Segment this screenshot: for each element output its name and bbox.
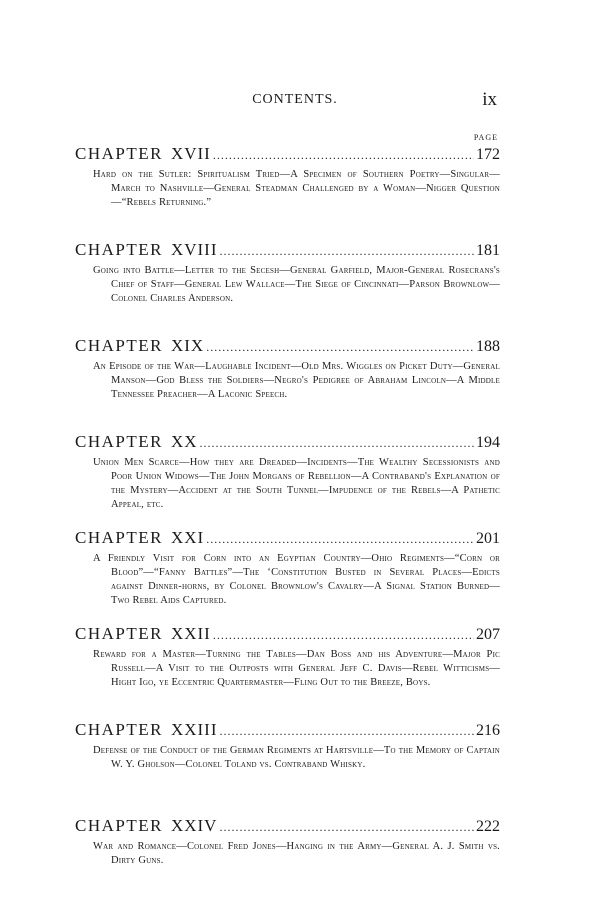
chapter-number: XXII [170, 624, 211, 643]
chapter-heading [75, 240, 500, 262]
dot-leader [206, 532, 474, 547]
dot-leader [200, 436, 474, 451]
chapter-summary: Going into Battle—Letter to the Secesh—General Garfield, Major-General Rosecrans's Chief of Staff—General Lew Wallace—The Siege of Cincinnati—Parson Brownlow—Colonel Charles Anderson. [93, 265, 500, 304]
chapter-label: CHAPTER [75, 720, 163, 739]
chapter-entry [75, 432, 500, 528]
chapter-page-number: 207 [476, 626, 500, 643]
page-number: ix [482, 89, 497, 110]
chapter-heading [75, 336, 500, 358]
chapter-summary: Reward for a Master—Turning the Tables—Dan Boss and his Adventure—Major Pic Russell—A Visit to the Outposts with General Jeff C. Davis—Rebel Witticisms—Hight Igo, ye Eccentric Quartermaster—Fling Out to the Breeze, Boys. [93, 649, 500, 688]
dot-leader [219, 820, 474, 835]
chapter-summary: War and Romance—Colonel Fred Jones—Hanging in the Army—General A. J. Smith vs. Dirty Guns. [93, 841, 500, 866]
chapter-summary: Union Men Scarce—How they are Dreaded—Incidents—The Wealthy Secessionists and Poor Union Widows—The John Morgans of Rebellion—A Contraband's Explanation of the Mystery—Accident at the South Tunnel—Impudence of the Rebels—A Pathetic Appeal, etc. [93, 457, 500, 510]
chapter-number: XXIV [170, 816, 218, 835]
chapter-entry [75, 816, 500, 912]
chapter-summary: An Episode of the War—Laughable Incident—Old Mrs. Wiggles on Picket Duty—General Manson—God Bless the Soldiers—Negro's Pedigree of Abraham Lincoln—A Middle Tennessee Preacher—A Laconic Speech. [93, 361, 500, 400]
running-head [0, 89, 590, 112]
chapter-number: XXIII [170, 720, 218, 739]
chapter-label: CHAPTER [75, 144, 163, 163]
running-title: CONTENTS. [252, 92, 338, 107]
chapter-label: CHAPTER [75, 624, 163, 643]
chapter-page-number: 194 [476, 434, 500, 451]
dot-leader [213, 148, 474, 163]
chapter-entry [75, 720, 500, 816]
chapter-summary: A Friendly Visit for Corn into an Egyptian Country—Ohio Regiments—“Corn or Blood”—“Fanny Battles”—The ‘Constitution Busted in Several Places—Edicts against Dinner-horns, by Colonel Brownlow's Cavalry—A Signal Station Burned—Two Rebel Aids Captured. [93, 553, 500, 606]
chapter-heading [75, 816, 500, 838]
chapter-page-number: 188 [476, 338, 500, 355]
chapter-heading [75, 528, 500, 550]
chapter-page-number: 181 [476, 242, 500, 259]
chapter-label: CHAPTER [75, 816, 163, 835]
chapter-page-number: 216 [476, 722, 500, 739]
chapter-heading [75, 144, 500, 166]
chapter-label: CHAPTER [75, 336, 163, 355]
chapter-number: XXI [170, 528, 205, 547]
chapter-number: XVII [170, 144, 211, 163]
dot-leader [220, 244, 474, 259]
chapter-label: CHAPTER [75, 528, 163, 547]
chapter-page-number: 172 [476, 146, 500, 163]
dot-leader [213, 628, 474, 643]
dot-leader [220, 724, 474, 739]
chapter-heading [75, 432, 500, 454]
chapter-entry [75, 144, 500, 240]
chapter-heading [75, 720, 500, 742]
chapter-entry [75, 528, 500, 624]
chapter-label: CHAPTER [75, 432, 163, 451]
contents-list [75, 144, 500, 912]
chapter-page-number: 222 [476, 818, 500, 835]
page-column-label: PAGE [473, 133, 498, 142]
chapter-summary: Hard on the Sutler: Spiritualism Tried—A Specimen of Southern Poetry—Singular—March to Nashville—General Steadman Challenged by a Woman—Nigger Question—“Rebels Returning.” [93, 169, 500, 208]
chapter-heading [75, 624, 500, 646]
chapter-page-number: 201 [476, 530, 500, 547]
chapter-entry [75, 240, 500, 336]
chapter-entry [75, 624, 500, 720]
chapter-number: XVIII [170, 240, 218, 259]
chapter-entry [75, 336, 500, 432]
chapter-number: XIX [170, 336, 205, 355]
chapter-number: XX [170, 432, 198, 451]
chapter-label: CHAPTER [75, 240, 163, 259]
dot-leader [206, 340, 474, 355]
chapter-summary: Defense of the Conduct of the German Regiments at Hartsville—To the Memory of Captain W. Y. Gholson—Colonel Toland vs. Contraband Whisky. [93, 745, 500, 770]
